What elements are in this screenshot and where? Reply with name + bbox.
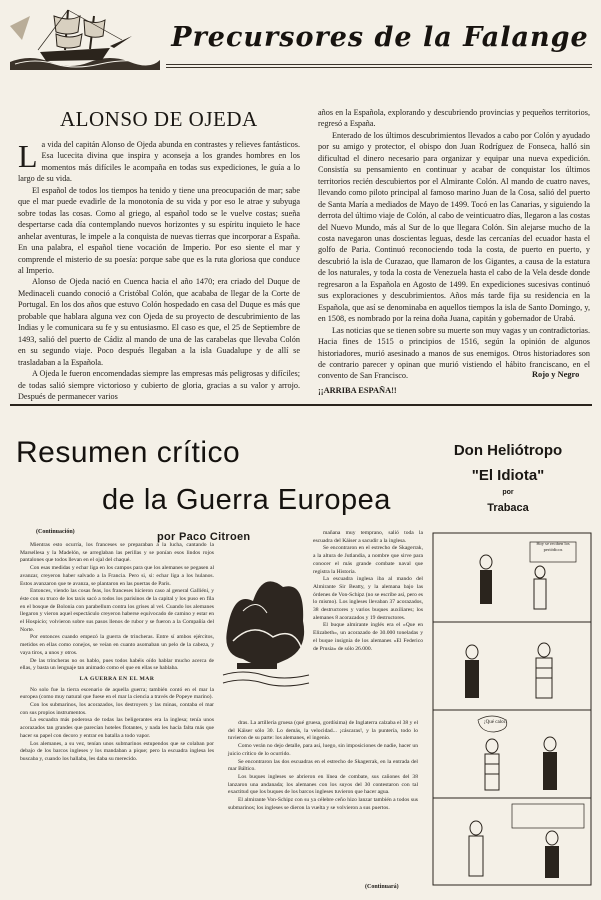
paragraph: Entonces, viendo las cosas feas, los franceses hicieron caso al general Galliéni, y éste con su truco de los taxis sacó a todos los parisinos de la capital y los puso en fila en el bosque de Bolonia con parabellum contra los grises al vel. Cuando los alemanes llegaron y vieron aquel espectáculo creyeron haberse equivocado de camino y estar en el Hospicio; volvieron sobre sus pasos llenos de rubor y se fueron a la Compañía del Norte. — [20, 588, 214, 633]
series-title: Precursores de la Falange — [171, 22, 589, 53]
continued-end: (Continuará) — [365, 884, 399, 890]
continued-label: (Continuación) — [36, 529, 75, 535]
paragraph: A Ojeda le fueron encomendadas siempre las empresas más peligrosas y difíciles; de todas salió siempre victorioso y cubierto de gloria, gracias a su valor y arrojo. Después de permanecer varios — [18, 369, 300, 401]
paragraph: La escuadra inglesa iba al mando del Almirante Sir Beatty, y la alemana bajo las órdenes de Von-Schipz (no se escribe así, pero es lo mismo). Los ingleses llevaban 37 acorazados, 38 destructores y varios buques auxiliares; los alemanes 8 acorazados y 19 destructores. — [313, 576, 423, 621]
article2-byline: por Paco Citroen — [157, 531, 251, 543]
section-divider — [10, 404, 592, 406]
paragraph: Como verán no dejo detalle, para así, luego, sin imposiciones de nadie, hacer un juicio crítico de lo ocurrido. — [228, 743, 418, 757]
paragraph: años en la Española, explorando y descubriendo provincias y pequeños territorios, regresó a España. — [318, 108, 590, 129]
comic-title: Don Heliótropo — [453, 442, 563, 459]
closing-slogan: ¡¡ARRIBA ESPAÑA!! — [318, 386, 397, 395]
paragraph: dras. La artillería gruesa (qué gruesa, gordísima) de Inglaterra calzaba el 38 y el del Káiser sólo 30. Lo demás, la velocidad... ¡cáscaras!, y la puntería, todo lo tuvieron de su parte: los alemanes, el ingenio. — [228, 720, 418, 742]
paragraph: Mientras esto ocurría, los franceses se preparaban a la lucha, cantando la Marsellesa y la Madelón, se arreglaban las perillas y se ponían esos lindos rojos pantalones que todos llevan en el ojal del chaqué. — [20, 542, 214, 564]
paragraph: Con los submarinos, los acorazados, los destroyers y las minas, contaba el mar con sus propios instrumentos. — [20, 702, 214, 716]
title-rule — [166, 64, 592, 65]
comic-strip — [432, 532, 592, 886]
comic-speech: ¡Qué calor! — [484, 720, 507, 725]
paragraph: Se encontraron en el estrecho de Skagerrak, a la altura de Jutlandia, a nombre que sirve para conocer el más grande combate naval que registra la Historia. — [313, 545, 423, 575]
paragraph: De las trincheras no os hablo, pues todos habéis oído hablar mucho acerca de ellas, y basta un lenguaje tan animado como el que en ellas se hablaba. — [20, 657, 214, 672]
paragraph: Los alemanes, a su vez, tenían unos submarinos estupendos que se colaban por debajo de los barcos ingleses y los mandaban a pique; pero la escuadra inglesa les buscaba y, cuando los hallaba, les daba su merecido. — [20, 740, 214, 762]
paragraph: El buque almirante inglés era el «Que en Elizabeth», un acorazado de 30.000 toneladas y el buque insignia de los alemanes «El Federico de Prusia» de sólo 26.000. — [313, 622, 423, 652]
comic-by: por — [502, 489, 514, 496]
ship-illustration — [10, 6, 160, 70]
paragraph: No solo fue la tierra escenario de aquella guerra; también contó en el mar la europea (como muy natural que fuese en el mar la ciencia a través de Popeye marino). — [20, 686, 214, 701]
war-column-1 — [20, 542, 214, 882]
comic-sign-text: Hoy se reciben los periódicos — [536, 541, 570, 552]
paragraph: La escuadra más poderosa de todas las beligerantes era la inglesa; tenía unos acorazados tan grandes que parecían hoteles flotantes, y nada les hacía falta más que hacer su papel con decoro y entrar en batalla a todo vapor. — [20, 717, 214, 739]
war-column-2 — [228, 720, 418, 884]
article-title: ALONSO DE OJEDA — [60, 107, 258, 131]
paragraph: Las noticias que se tienen sobre su muerte son muy vagas y un contradictorias. Hacia fines de 1515 o principios de 1516, según la opinión de algunos historiadores, murió asesinado a manos de sus enemigos. Otros historiadores son de contrario parecer y opinan que murió vistiendo el hábito franciscano, en el convento de San Francisco. — [318, 325, 590, 381]
paragraph: Por entonces cuando empezó la guerra de trincheras. Entre sí ambos ejércitos, metidos en ellas como conejos, se veían en cuanto asomaban un pelo de la cabeza, y vaya tiros, a unos y otros. — [20, 634, 214, 656]
title-rule-2 — [166, 67, 592, 68]
comic-artist: Trabaca — [487, 502, 529, 514]
paragraph: Con esas medidas y echar liga en los campos para que los alemanes se pegasen al avanzar, creyeron haber salvado a la Francia. Pero si, si: echar liga a los hulanos. Estos avanzaron que te avanza, se plantaron en las puertas de París. — [20, 565, 214, 587]
signature: Rojo y Negro — [532, 370, 580, 379]
paragraph: El español de todos los tiempos ha tenido y tiene una preocupación de mar; sabe que el mar puede evadirle de la monotonía de su vida y por eso le atrae y subyuga sobre todas las cosas. Como al griego, al español todo se le vuelve costas; sueña despertarse cada día contemplando nuevos horizontes y su espíritu inquieto le hace anhelar aventuras, le impele a la conquista de nuevas tierras que incorporar a España. En una palabra, el español tiene vocación de Imperio. Por eso siente el mar y comprende el misterio de su poesía: porque sabe que es la ruta gloriosa que conduce al Imperio. — [18, 185, 300, 275]
paragraph: a vida del capitán Alonso de Ojeda abunda en contrastes y relieves fantásticos. Esa lucecita divina que inspira y aconseja a los grandes hombres en los momentos más difíciles le acompaña en todas sus expediciones, le guía a lo largo de su vida. — [18, 140, 300, 184]
article-column-left — [18, 138, 300, 401]
comic-subtitle: "El Idiota" — [471, 467, 545, 484]
paragraph: Alonso de Ojeda nació en Cuenca hacia el año 1470; era criado del Duque de Medinaceli cuando conoció a Cristóbal Colón, que acababa de llegar de la Corte de Portugal. En los dos años que estuvo Colón hospedado en casa del Duque es más que probable que hablara alguna vez con Ojeda de su proyecto de descubrimiento de las Indias y le comunicara su fe y su entusiasmo. El caso es que, el 25 de Septiembre de 1493, salió del puerto de Cádiz al mando de una de las carabelas que llevaba Colón en su segundo viaje. Poco después llegaban a la isla Guadalupe y de allí se trasladaban a la Española. — [18, 277, 300, 367]
paragraph: Los buques ingleses se abrieron en línea de combate, sus cañones del 38 lanzaron una andanada; los alemanes con los suyos del 30 contestaron con tal exactitud que los buques de los barcos ingleses tuvieron que hacer agua. — [228, 773, 418, 796]
drop-cap: L — [18, 138, 38, 174]
article2-title-line1: Resumen crítico — [16, 436, 241, 469]
paragraph: Se encontraron las dos escuadras en el estrecho de Skagerrak, en la entrada del mar Báltico. — [228, 758, 418, 773]
paragraph: Enterado de los últimos descubrimientos llevados a cabo por Colón y ayudado por su amigo y protector, el obispo don Juan Rodríguez de Fonseca, halló sin dificultad el dinero necesario para organizar y equipar una nueva expedición. Consistía su pensamiento en continuar y acabar de conquistar los últimos territorios recién descubiertos por el Almirante Colón. Al mando de cuatro naves, llevando como piloto principal al famoso marino Juan de la Cosa, salió del puerto de Santa María a mediados de Mayo de 1499. Tocó en las Canarias, y siguiendo la derrota del último viaje de Colón, al cabo de veinticuatro días, llegaron a las costas del Nuevo Mundo, más al Sur de lo que llegara Colón. Sin alejarse mucho de la costa navegaron unas doscientas leguas, desde las cercanías del ecuador hasta el golfo de Paria. Continuó reconociendo toda la costa, de puerto en puerto, y descubrió la isla de Curazao, que llamaron de los Gigantes, a causa de la estatura de los naturales, y toda la costa de Venezuela hasta el cabo de la Vela desde donde regresaron a la Española en Agosto de 1499. En expediciones sucesivas continuó sus exploraciones y descubrimientos. Años más tarde fija su residencia en la Española, que así se denominaba en aquellos tiempos la isla de Santo Domingo, y, en 1508, es nombrado por la reina doña Juana, capitán y gobernador de Urabá. — [318, 130, 590, 324]
war-column-3 — [313, 530, 423, 719]
article2-title-line2: de la Guerra Europea — [102, 484, 391, 516]
paragraph: El almirante Von-Schipz con su ya célebre ceño hizo lanzar también a todos sus submarinos; los ingleses se dieron la vuelta y se volvieron a sus puertos. — [228, 797, 418, 811]
section-heading: LA GUERRA EN EL MAR — [79, 675, 155, 682]
naval-battle-illustration — [223, 551, 309, 716]
paragraph: mañana muy temprano, salió toda la escuadra del Káiser a sacudir a la inglesa. — [313, 530, 423, 544]
